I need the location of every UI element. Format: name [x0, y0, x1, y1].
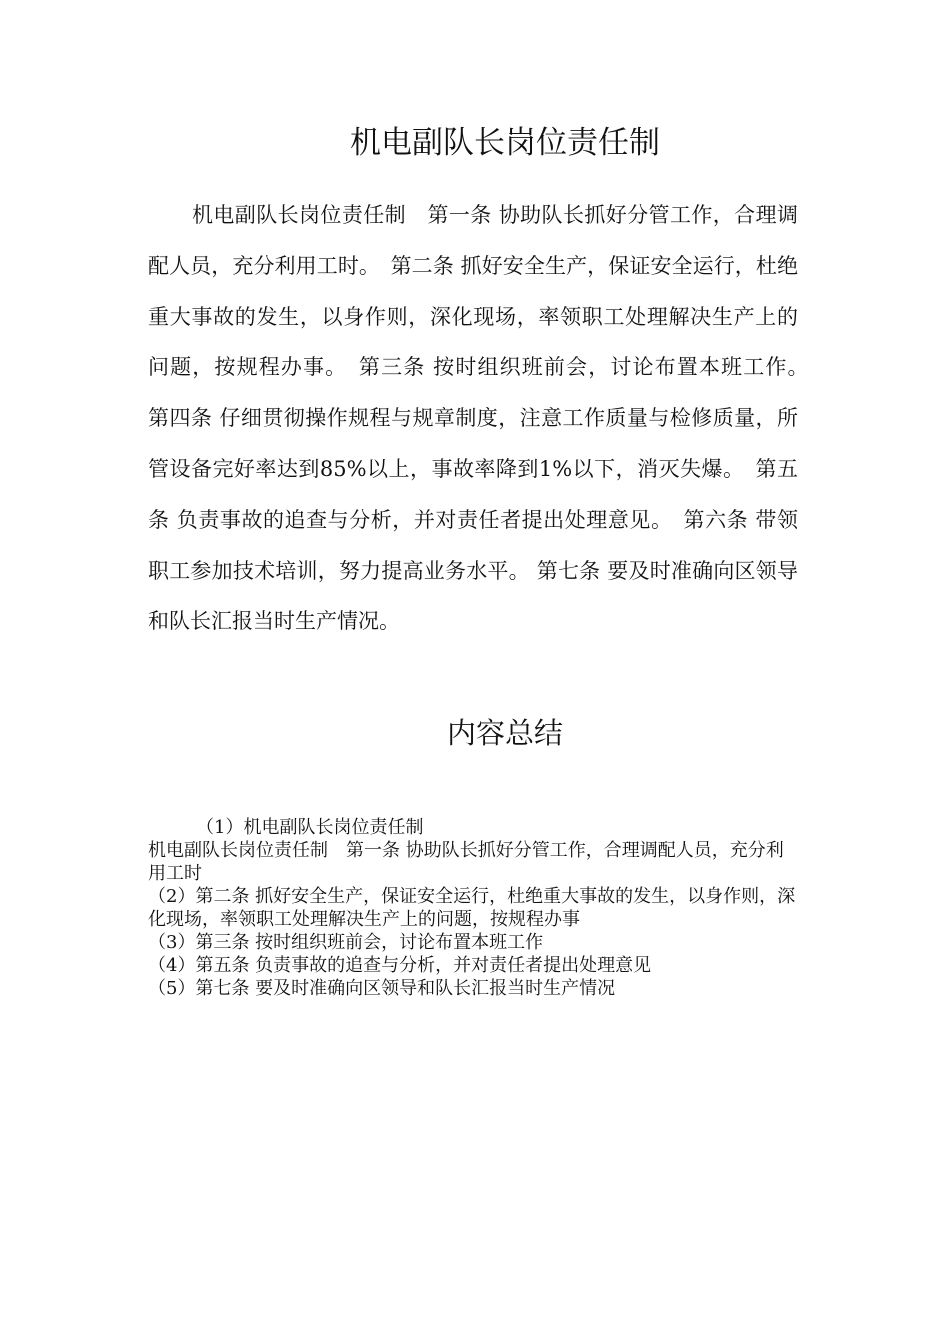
summary-heading: 内容总结 [446, 716, 563, 750]
document-title: 机电副队长岗位责任制 [350, 125, 660, 161]
document-body: 机电副队长岗位责任制 第一条 协助队长抓好分管工作，合理调配人员，充分利用工时。 第二条 抓好安全生产，保证安全运行，杜绝重大事故的发生，以身作则，深化现场，率领职工处理解决生产上的问题，按规程办事。 第三条 按时组织班前会，讨论布置本班工作。 第四条 仔细贯彻操作规程与规章制度，注意工作质量与检修质量，所管设备完好率达到85%以上，事故率降到1%以下，消灭失爆。 第五条 负责事故的追查与分析，并对责任者提出处理意见。 第六条 带领职工参加技术培训，努力提高业务水平。 第七条 要及时准确向区领导和队长汇报当时生产情况。 [148, 203, 819, 634]
summary-list [148, 816, 798, 1000]
summary-item: 机电副队长岗位责任制 第一条 协助队长抓好分管工作，合理调配人员，充分利用工时 [148, 840, 784, 884]
summary-item: （4）第五条 负责事故的追查与分析，并对责任者提出处理意见 [148, 955, 652, 976]
summary-item: （2）第二条 抓好安全生产，保证安全运行，杜绝重大事故的发生，以身作则，深化现场，率领职工处理解决生产上的问题，按规程办事 [148, 886, 796, 930]
summary-item: （1）机电副队长岗位责任制 [196, 817, 424, 838]
summary-item: （5）第七条 要及时准确向区领导和队长汇报当时生产情况 [148, 978, 616, 999]
summary-item: （3）第三条 按时组织班前会，讨论布置本班工作 [148, 932, 544, 953]
